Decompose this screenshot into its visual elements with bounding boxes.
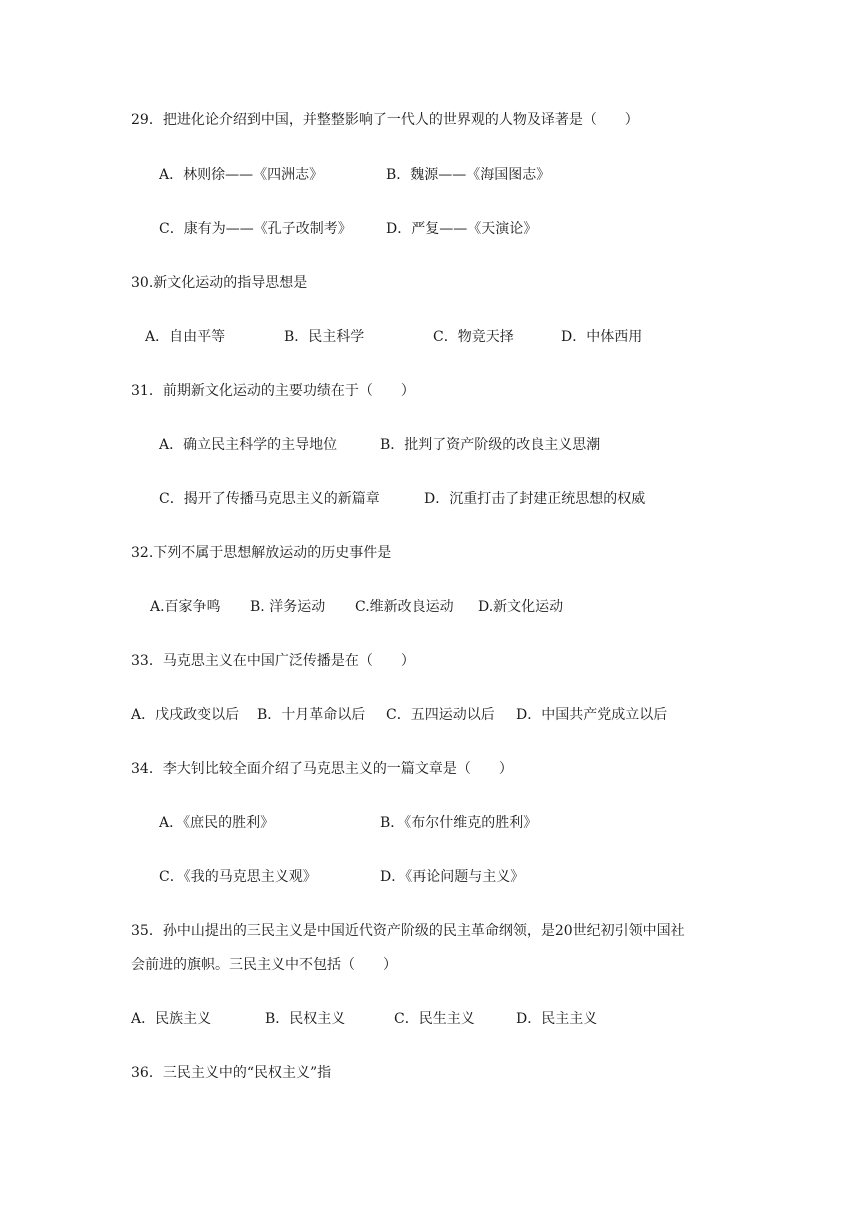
question-29-stem: 29．把进化论介绍到中国，并整整影响了一代人的世界观的人物及译著是（ ） [131, 112, 639, 128]
q33-option-c: C．五四运动以后 [386, 707, 495, 723]
q30-option-a: A．自由平等 [145, 329, 226, 345]
q34-option-b: B．《布尔什维克的胜利》 [380, 815, 538, 831]
q34-option-c: C．《我的马克思主义观》 [159, 869, 317, 885]
q32-option-a: A.百家争鸣 [150, 599, 221, 615]
question-35-stem-continued: 会前进的旗帜。三民主义中不包括（ ） [131, 957, 397, 973]
q35-option-d: D．民主主义 [516, 1011, 598, 1027]
q35-option-b: B．民权主义 [265, 1011, 346, 1027]
q32-option-d: D.新文化运动 [478, 599, 564, 615]
q34-option-d: D．《再论问题与主义》 [380, 869, 525, 885]
question-35-stem: 35．孙中山提出的三民主义是中国近代资产阶级的民主革命纲领，是20世纪初引领中国社 [131, 923, 685, 939]
q33-option-a: A．戊戌政变以后 [131, 707, 240, 723]
q29-option-b: B．魏源——《海国图志》 [386, 167, 551, 183]
q33-option-b: B．十月革命以后 [257, 707, 366, 723]
question-34-stem: 34．李大钊比较全面介绍了马克思主义的一篇文章是（ ） [131, 761, 513, 777]
question-32-stem: 32.下列不属于思想解放运动的历史事件是 [131, 545, 392, 561]
q31-option-b: B．批判了资产阶级的改良主义思潮 [380, 437, 601, 453]
q35-option-c: C．民生主义 [394, 1011, 475, 1027]
q32-option-b: B. 洋务运动 [250, 599, 326, 615]
q35-option-a: A．民族主义 [131, 1011, 212, 1027]
question-33-stem: 33．马克思主义在中国广泛传播是在（ ） [131, 653, 415, 669]
q29-option-c: C．康有为——《孔子改制考》 [159, 221, 352, 237]
q30-option-b: B．民主科学 [284, 329, 365, 345]
q33-option-d: D．中国共产党成立以后 [516, 707, 668, 723]
q32-option-c: C.维新改良运动 [355, 599, 454, 615]
q31-option-d: D．沉重打击了封建正统思想的权威 [424, 491, 646, 507]
question-36-stem: 36．三民主义中的“民权主义”指 [131, 1065, 332, 1081]
q29-option-d: D．严复——《天演论》 [386, 221, 538, 237]
q34-option-a: A．《庶民的胜利》 [159, 815, 275, 831]
q30-option-c: C．物竞天择 [433, 329, 514, 345]
question-31-stem: 31．前期新文化运动的主要功绩在于（ ） [131, 383, 415, 399]
q30-option-d: D．中体西用 [561, 329, 643, 345]
q31-option-a: A．确立民主科学的主导地位 [159, 437, 338, 453]
question-30-stem: 30.新文化运动的指导思想是 [131, 275, 308, 291]
q29-option-a: A．林则徐——《四洲志》 [159, 167, 324, 183]
q31-option-c: C．揭开了传播马克思主义的新篇章 [159, 491, 380, 507]
